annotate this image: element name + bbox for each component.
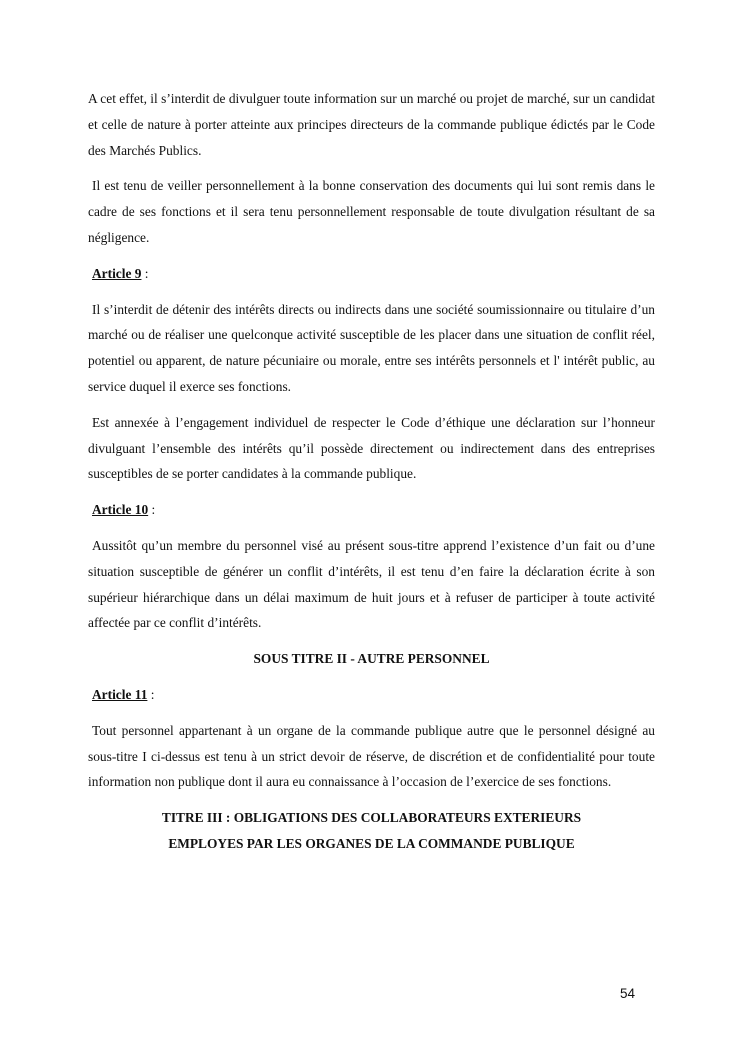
- titre-3-line-1: TITRE III : OBLIGATIONS DES COLLABORATEURS EXTERIEURS: [161, 810, 582, 826]
- article-11-label: Article 11: [92, 686, 148, 702]
- article-10-heading: [88, 497, 655, 523]
- paragraph-interets: Il s’interdit de détenir des intérêts directs ou indirects dans une société soumissionnaire ou titulaire d’un marché ou de réaliser une quelconque activité susceptible de les placer dans une situation de conflit réel, potentiel ou apparent, de nature pécuniaire ou morale, entre ses intérêts personnels et l' intérêt public, au service duquel il exerce ses fonctions.: [88, 301, 655, 394]
- article-10-label: Article 10: [92, 502, 149, 518]
- paragraph-divulgation: A cet effet, il s’interdit de divulguer toute information sur un marché ou projet de marché, sur un candidat et celle de nature à porter atteinte aux principes directeurs de la commande publique édictés par le Code des Marchés Publics.: [88, 91, 655, 158]
- document-page: [88, 86, 655, 857]
- titre-3-line-2: EMPLOYES PAR LES ORGANES DE LA COMMANDE PUBLIQUE: [168, 835, 575, 851]
- paragraph-conservation: Il est tenu de veiller personnellement à la bonne conservation des documents qui lui sont remis dans le cadre de ses fonctions et il sera tenu personnellement responsable de toute divulgation résultant de sa négligence.: [88, 178, 655, 245]
- sous-titre-heading: SOUS TITRE II - AUTRE PERSONNEL: [253, 651, 490, 667]
- article-9-colon: :: [141, 265, 149, 281]
- paragraph-reserve: Tout personnel appartenant à un organe de la commande publique autre que le personnel désigné au sous-titre I ci-dessus est tenu à un strict devoir de réserve, de discrétion et de confidentialité pour toute information non publique dont il aura eu connaissance à l’occasion de l’exercice de ses fonctions.: [88, 722, 655, 790]
- article-10-colon: :: [148, 502, 156, 518]
- article-9-label: Article 9: [92, 265, 142, 281]
- article-11-colon: :: [147, 686, 155, 702]
- paragraph-declaration: Est annexée à l’engagement individuel de respecter le Code d’éthique une déclaration sur l’honneur divulguant l’ensemble des intérêts qu’il possède directement ou indirectement dans des entreprises susceptibles de se porter candidates à la commande publique.: [88, 414, 655, 482]
- page-number: 54: [620, 986, 636, 1001]
- paragraph-conflit: Aussitôt qu’un membre du personnel visé au présent sous-titre apprend l’existence d’un fait ou d’une situation susceptible de générer un conflit d’intérêts, il est tenu d’en faire la déclaration écrite à son supérieur hiérarchique dans un délai maximum de huit jours et à refuser de participer à toute activité affectée par ce conflit d’intérêts.: [88, 537, 655, 631]
- article-11-heading: [88, 682, 655, 708]
- article-9-heading: [88, 261, 655, 287]
